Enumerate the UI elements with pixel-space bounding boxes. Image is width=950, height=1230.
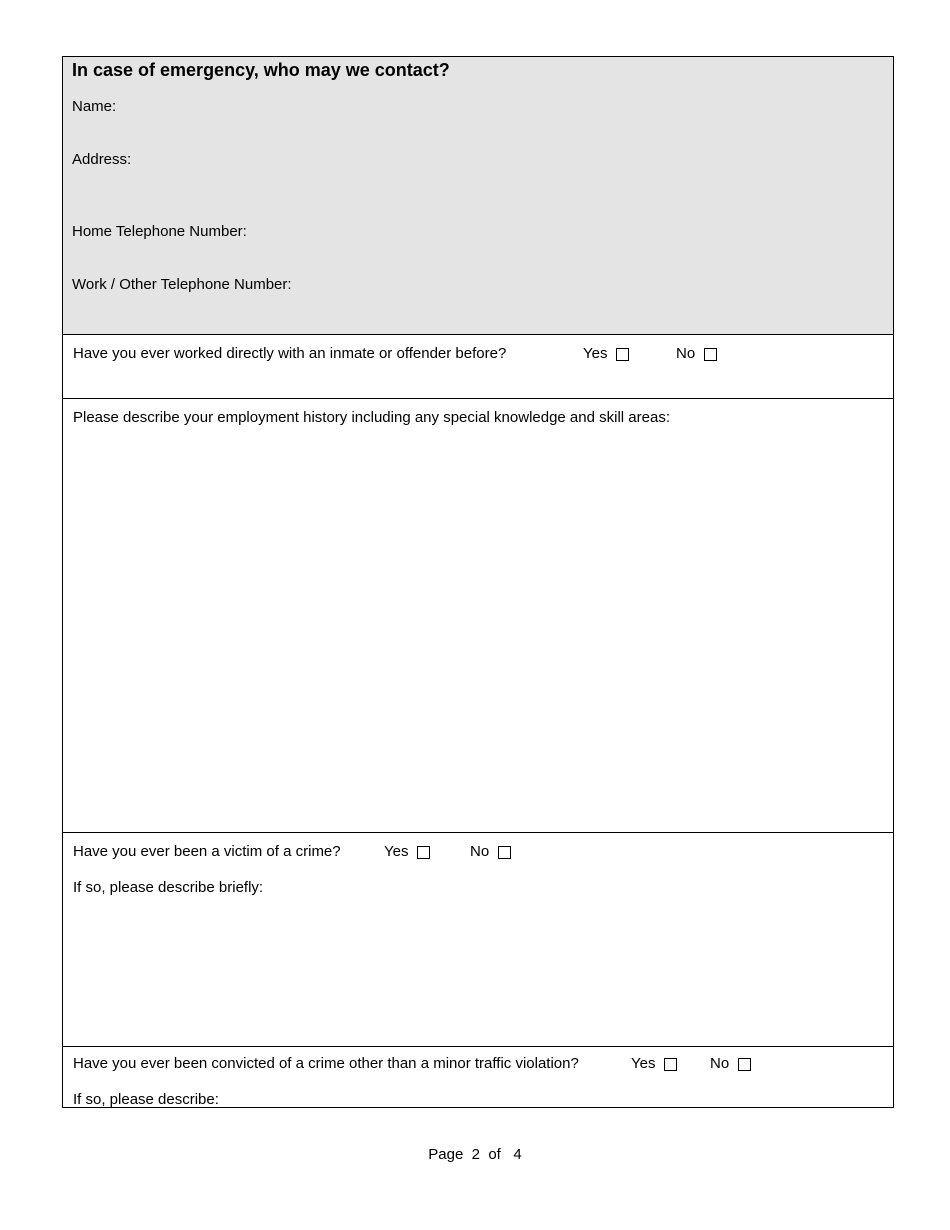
emergency-work-phone-label: Work / Other Telephone Number: xyxy=(72,276,292,293)
crime-victim-section xyxy=(63,833,893,1047)
conviction-no-option[interactable] xyxy=(710,1055,751,1073)
victim-yes-option[interactable] xyxy=(384,843,430,861)
victim-no-label: No xyxy=(470,843,490,860)
victim-describe-answer-area[interactable] xyxy=(63,903,893,1039)
emergency-contact-heading: In case of emergency, who may we contact? xyxy=(72,60,450,80)
inmate-experience-question: Have you ever worked directly with an inmate or offender before? xyxy=(73,345,507,362)
crime-victim-question: Have you ever been a victim of a crime? xyxy=(73,843,341,860)
page-word: Page xyxy=(428,1146,464,1163)
emergency-address-label: Address: xyxy=(72,151,132,168)
employment-history-prompt: Please describe your employment history including any special knowledge and skill areas: xyxy=(73,409,670,426)
employment-history-section xyxy=(63,399,893,833)
inmate-yes-checkbox[interactable] xyxy=(616,348,629,361)
conviction-yes-option[interactable] xyxy=(631,1055,677,1073)
volunteer-application-form xyxy=(62,56,894,1108)
emergency-name-label: Name: xyxy=(72,98,117,115)
victim-no-checkbox[interactable] xyxy=(498,846,511,859)
page-total: 4 xyxy=(513,1146,522,1163)
page-number-footer xyxy=(0,1146,950,1164)
conviction-yes-checkbox[interactable] xyxy=(664,1058,677,1071)
inmate-yes-option[interactable] xyxy=(583,345,629,363)
inmate-yes-label: Yes xyxy=(583,345,608,362)
inmate-no-option[interactable] xyxy=(676,345,717,363)
page-current: 2 xyxy=(471,1146,480,1163)
victim-describe-label: If so, please describe briefly: xyxy=(73,879,264,896)
conviction-no-label: No xyxy=(710,1055,730,1072)
emergency-contact-section xyxy=(63,57,893,335)
conviction-no-checkbox[interactable] xyxy=(738,1058,751,1071)
victim-no-option[interactable] xyxy=(470,843,511,861)
emergency-home-phone-label: Home Telephone Number: xyxy=(72,223,247,240)
conviction-describe-label: If so, please describe: xyxy=(73,1091,219,1108)
victim-yes-checkbox[interactable] xyxy=(417,846,430,859)
conviction-question: Have you ever been convicted of a crime other than a minor traffic violation? xyxy=(73,1055,579,1072)
inmate-experience-section xyxy=(63,335,893,399)
victim-yes-label: Yes xyxy=(384,843,409,860)
conviction-section xyxy=(63,1047,893,1107)
employment-history-answer-area[interactable] xyxy=(63,435,893,825)
inmate-no-checkbox[interactable] xyxy=(704,348,717,361)
inmate-no-label: No xyxy=(676,345,696,362)
conviction-yes-label: Yes xyxy=(631,1055,656,1072)
of-word: of xyxy=(488,1146,501,1163)
